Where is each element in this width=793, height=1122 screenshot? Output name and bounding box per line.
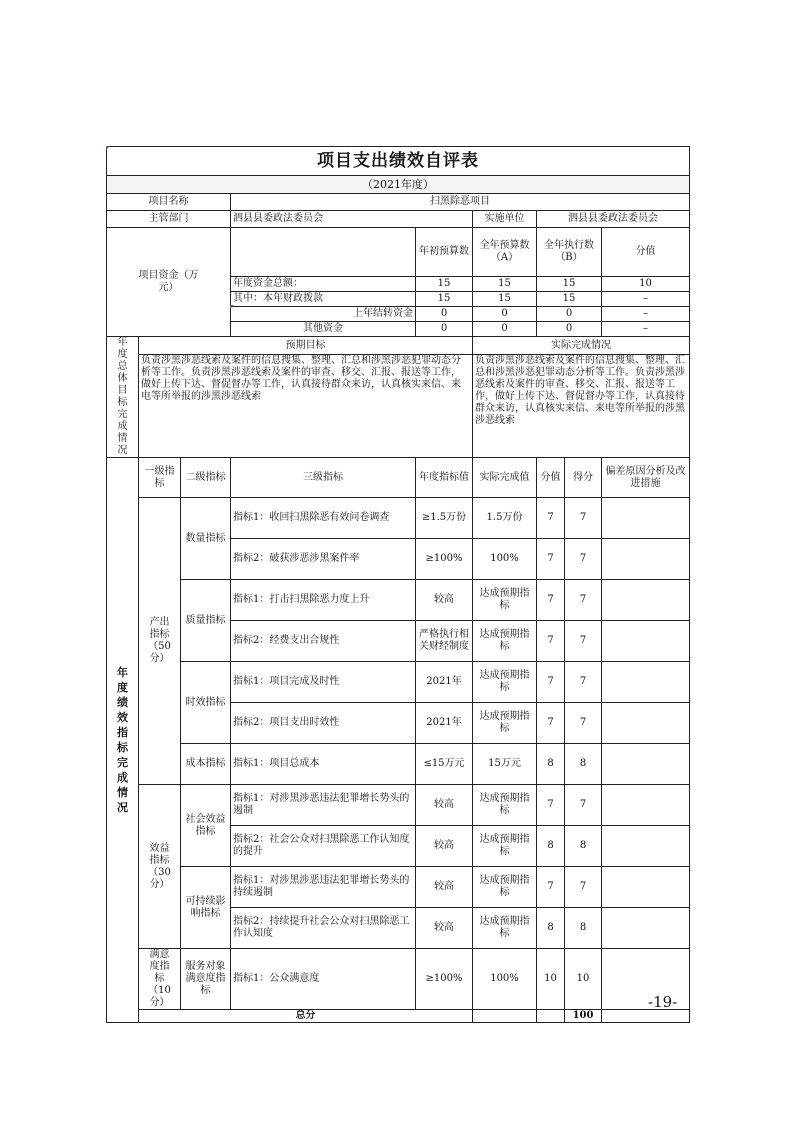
dept-label: 主管部门 xyxy=(107,211,231,228)
level1-benefit: 效益指标（30分） xyxy=(139,785,181,949)
deviation xyxy=(602,826,690,867)
indicator: 指标1：对涉黑涉恶违法犯罪增长势头的持续遏制 xyxy=(231,867,416,908)
deviation xyxy=(602,621,690,662)
actual: 达成预期指标 xyxy=(473,580,537,621)
deviation xyxy=(602,908,690,949)
got: 7 xyxy=(565,621,602,662)
deviation xyxy=(602,662,690,703)
got: 7 xyxy=(565,703,602,744)
score: 10 xyxy=(537,949,565,1010)
target: 较高 xyxy=(416,867,473,908)
level2-social: 社会效益指标 xyxy=(181,785,231,867)
score: 7 xyxy=(537,539,565,580)
total-label: 总分 xyxy=(139,1010,473,1023)
actual: 达成预期指标 xyxy=(473,867,537,908)
target: ≥100% xyxy=(416,539,473,580)
indicator: 指标1：公众满意度 xyxy=(231,949,416,1010)
funds-cell: 0 xyxy=(537,322,602,337)
funds-cell: 0 xyxy=(416,322,473,337)
level2-cost: 成本指标 xyxy=(181,744,231,785)
indicator: 指标1：项目总成本 xyxy=(231,744,416,785)
score: 7 xyxy=(537,662,565,703)
actual: 达成预期指标 xyxy=(473,621,537,662)
project-name-label: 项目名称 xyxy=(107,194,231,211)
actual: 达成预期指标 xyxy=(473,826,537,867)
target: 严格执行相关财经制度 xyxy=(416,621,473,662)
target: 较高 xyxy=(416,785,473,826)
funds-cell: 0 xyxy=(473,322,537,337)
actual: 达成预期指标 xyxy=(473,908,537,949)
page-number: -19- xyxy=(648,993,678,1011)
goals-label: 年度总体目标完成情况 xyxy=(107,337,139,458)
actual: 100% xyxy=(473,949,537,1010)
indicator: 指标2：社会公众对扫黑除恶工作认知度的提升 xyxy=(231,826,416,867)
deviation xyxy=(602,539,690,580)
indicator: 指标2：破获涉恶涉黑案件率 xyxy=(231,539,416,580)
target: 较高 xyxy=(416,580,473,621)
funds-cell: – xyxy=(602,307,690,322)
level1-satisfaction: 满意度指标（10分） xyxy=(139,949,181,1010)
funds-row-label: 其他资金 xyxy=(231,322,416,337)
funds-cell: 0 xyxy=(416,307,473,322)
funds-cell: 10 xyxy=(602,277,690,292)
level2-quality: 质量指标 xyxy=(181,580,231,662)
actual-goal-text: 负责涉黑涉恶线索及案件的信息搜集、整理、汇总和涉黑涉恶犯罪动态分析等工作。负责涉黑涉恶线索及案件的审查、移交、汇报、报送等工作，做好上传下达、督促督办等工作，认真接待群众来访，认真核实来信、来电等所举报的涉黑涉恶线索 xyxy=(473,355,690,458)
funds-cell: 15 xyxy=(473,277,537,292)
target: ≥1.5万份 xyxy=(416,498,473,539)
got: 7 xyxy=(565,498,602,539)
actual: 1.5万份 xyxy=(473,498,537,539)
expected-goal-header: 预期目标 xyxy=(139,337,473,355)
perf-header: 二级指标 xyxy=(181,458,231,498)
score: 7 xyxy=(537,703,565,744)
target: 较高 xyxy=(416,826,473,867)
got: 8 xyxy=(565,826,602,867)
score: 8 xyxy=(537,744,565,785)
score: 7 xyxy=(537,867,565,908)
indicator: 指标2：经费支出合规性 xyxy=(231,621,416,662)
funds-cell: 0 xyxy=(537,307,602,322)
target: 2021年 xyxy=(416,662,473,703)
funds-cell: 15 xyxy=(537,277,602,292)
funds-cell: 15 xyxy=(537,292,602,307)
expected-goal-text: 负责涉黑涉恶线索及案件的信息搜集、整理、汇总和涉黑涉恶犯罪动态分析等工作。负责涉黑涉恶线索及案件的审查、移交、汇报、报送等工作，做好上传下达、督促督办等工作，认真接待群众来访，认真核实来信、来电等所举报的涉黑涉恶线索 xyxy=(139,355,473,458)
perf-header: 分值 xyxy=(537,458,565,498)
got: 7 xyxy=(565,580,602,621)
impl-value: 泗县县委政法委员会 xyxy=(537,211,690,228)
funds-cell: 15 xyxy=(416,292,473,307)
actual: 达成预期指标 xyxy=(473,703,537,744)
deviation xyxy=(602,580,690,621)
level2-quantity: 数量指标 xyxy=(181,498,231,580)
cell-note-marker xyxy=(106,146,110,150)
perf-header: 偏差原因分析及改进措施 xyxy=(602,458,690,498)
indicator: 指标2：持续提升社会公众对扫黑除恶工作认知度 xyxy=(231,908,416,949)
impl-label: 实施单位 xyxy=(473,211,537,228)
funds-row-label: 上年结转资金 xyxy=(231,307,416,322)
table-title: 项目支出绩效自评表 xyxy=(107,147,690,176)
deviation xyxy=(602,744,690,785)
indicator: 指标1：打击扫黑除恶力度上升 xyxy=(231,580,416,621)
funds-label: 项目资金（万元） xyxy=(107,228,231,337)
got: 7 xyxy=(565,539,602,580)
dept-value: 泗县县委政法委员会 xyxy=(231,211,473,228)
perf-header: 实际完成值 xyxy=(473,458,537,498)
perf-header: 年度指标值 xyxy=(416,458,473,498)
actual: 达成预期指标 xyxy=(473,785,537,826)
indicator: 指标1：对涉黑涉恶违法犯罪增长势头的遏制 xyxy=(231,785,416,826)
funds-cell: 15 xyxy=(473,292,537,307)
funds-cell: – xyxy=(602,292,690,307)
deviation xyxy=(602,867,690,908)
indicator: 指标2：项目支出时效性 xyxy=(231,703,416,744)
perf-header: 三级指标 xyxy=(231,458,416,498)
funds-cell: – xyxy=(602,322,690,337)
fiscal-year: （2021年度） xyxy=(107,176,690,194)
got: 10 xyxy=(565,949,602,1010)
target: 2021年 xyxy=(416,703,473,744)
target: 较高 xyxy=(416,908,473,949)
level2-timeliness: 时效指标 xyxy=(181,662,231,744)
actual-goal-header: 实际完成情况 xyxy=(473,337,690,355)
actual: 达成预期指标 xyxy=(473,662,537,703)
indicator: 指标1：项目完成及时性 xyxy=(231,662,416,703)
cell-note-marker xyxy=(230,305,234,309)
got: 7 xyxy=(565,867,602,908)
project-name: 扫黑除恶项目 xyxy=(231,194,690,211)
score: 7 xyxy=(537,580,565,621)
funds-header: 分值 xyxy=(602,228,690,277)
funds-row-label: 年度资金总额： xyxy=(231,277,416,292)
level1-output: 产出指标（50分） xyxy=(139,498,181,785)
deviation xyxy=(602,785,690,826)
level2-service-satisfaction: 服务对象满意度指标 xyxy=(181,949,231,1010)
indicator: 指标1：收回扫黑除恶有效问卷调查 xyxy=(231,498,416,539)
got: 8 xyxy=(565,744,602,785)
total-score: 100 xyxy=(565,1010,602,1023)
actual: 15万元 xyxy=(473,744,537,785)
target: ≤15万元 xyxy=(416,744,473,785)
perf-label: 年度绩效指标完成情况 xyxy=(107,458,139,1023)
score: 8 xyxy=(537,908,565,949)
actual: 100% xyxy=(473,539,537,580)
got: 8 xyxy=(565,908,602,949)
funds-row-label: 其中：本年财政拨款 xyxy=(231,292,416,307)
deviation xyxy=(602,703,690,744)
funds-header: 全年预算数（A） xyxy=(473,228,537,277)
got: 7 xyxy=(565,785,602,826)
target: ≥100% xyxy=(416,949,473,1010)
perf-header: 一级指标 xyxy=(139,458,181,498)
funds-header: 全年执行数（B） xyxy=(537,228,602,277)
got: 7 xyxy=(565,662,602,703)
score: 7 xyxy=(537,621,565,662)
performance-evaluation-table xyxy=(106,146,689,1023)
score: 7 xyxy=(537,498,565,539)
score: 7 xyxy=(537,785,565,826)
deviation xyxy=(602,498,690,539)
score: 8 xyxy=(537,826,565,867)
funds-header: 年初预算数 xyxy=(416,228,473,277)
perf-header: 得分 xyxy=(565,458,602,498)
funds-cell: 0 xyxy=(473,307,537,322)
level2-sustainable: 可持续影响指标 xyxy=(181,867,231,949)
funds-cell: 15 xyxy=(416,277,473,292)
